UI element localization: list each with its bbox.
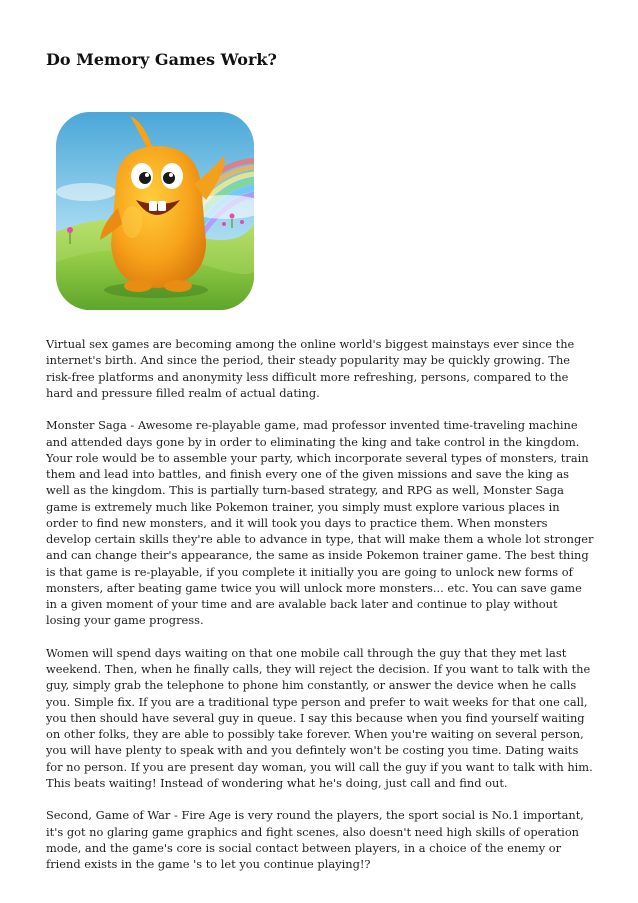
page-title: Do Memory Games Work? — [46, 50, 277, 69]
paragraph: Second, Game of War - Fire Age is very round the players, the sport social is No.1 important, it's got no glaring game graphics and fight scenes, also doesn't need high skills of operation mode, and the game's core is social contact between players, in a choice of the enemy or friend exists in the game 's to let you continue playing!? — [46, 808, 584, 871]
paragraph: Virtual sex games are becoming among the online world's biggest mainstays ever since the internet's birth. And since the period, their steady popularity may be quickly growing. The risk-free platforms and anonymity less difficult more refreshing, persons, compared to the hard and pressure filled realm of actual dating. — [46, 337, 575, 400]
orange-monster-app-icon — [56, 112, 254, 310]
paragraph: Women will spend days waiting on that one mobile call through the guy that they met last weekend. Then, when he finally calls, they will reject the decision. If you want to talk with the guy, simply grab the telephone to phone him constantly, or answer the device when he calls you. Simple fix. If you are a traditional type person and prefer to wait weeks for that one call, you then should have several guy in queue. I say this because when you find yourself waiting on other folks, they are able to possibly take forever. When you're waiting on several person, you will have plenty to speak with and you defintely won't be costing you time. Dating waits for no person. If you are present day woman, you will call the guy if you want to talk with him. This beats waiting! Instead of wondering what he's doing, just call and find out. — [46, 645, 593, 790]
paragraph: Monster Saga - Awesome re-playable game, mad professor invented time-traveling machine and attended days gone by in order to eliminating the king and take control in the kingdom. Your role would be to assemble your party, which incorporate several types of monsters, train them and lead into battles, and finish every one of the given missions and save the king as well as the kingdom. This is partially turn-based strategy, and RPG as well, Monster Saga game is extremely much like Pokemon trainer, you simply must explore various places in order to find new monsters, and it will took you days to practice them. When monsters develop certain skills they're able to advance in type, that will make them a whole lot stronger and can change their's appearance, the same as inside Pokemon trainer game. The best thing is that game is re-playable, if you complete it initially you are going to unlock new forms of monsters, after beating game twice you will unlock more monsters... etc. You can save game in a given moment of your time and are avalable back later and continue to play without losing your game progress. — [46, 418, 594, 628]
article-body — [46, 336, 594, 889]
